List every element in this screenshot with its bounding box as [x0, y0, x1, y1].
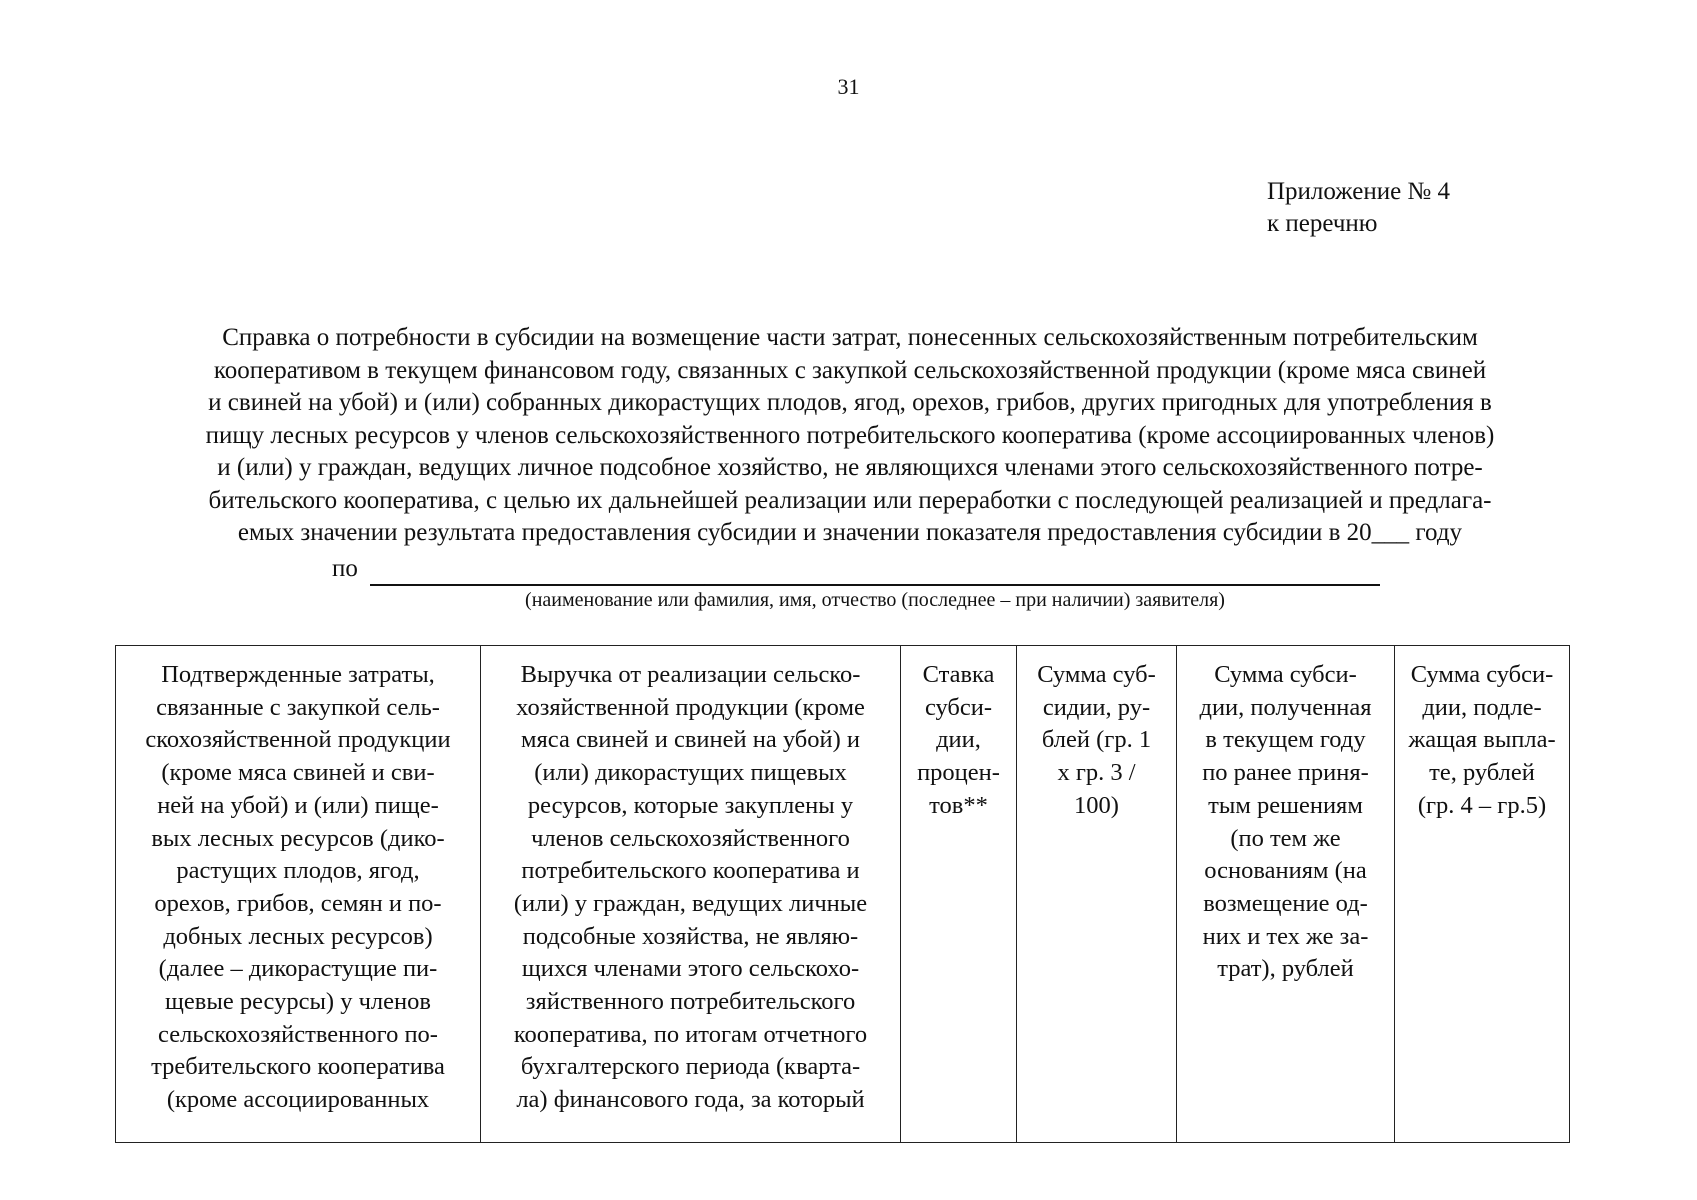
- heading-line: бительского кооператива, с целью их дальнейшей реализации или переработки с последующей реализацией и предлага-: [208, 486, 1492, 514]
- header-line: в текущем году: [1205, 726, 1366, 754]
- header-line: трат), рублей: [1217, 955, 1354, 983]
- header-line: щевые ресурсы) у членов: [165, 988, 431, 1016]
- header-line: Сумма субси-: [1410, 661, 1554, 688]
- applicant-name-blank: [370, 584, 1380, 586]
- heading-line: емых значении результата предоставления субсидии и значении показателя предоставления субсидии в 20___ году: [237, 519, 1463, 546]
- header-line: сидии, ру-: [1042, 693, 1151, 721]
- column-header-subsidy-rate: [901, 646, 1017, 1143]
- header-line: подсобные хозяйства, не являю-: [522, 922, 859, 950]
- header-line: процен-: [917, 759, 1000, 787]
- header-line: требительского кооператива: [151, 1053, 445, 1081]
- header-line: растущих плодов, ягод,: [176, 857, 420, 885]
- column-header-subsidy-received: [1177, 646, 1395, 1143]
- page-number: 31: [837, 74, 860, 99]
- header-line: блей (гр. 1: [1041, 726, 1152, 754]
- header-line: тов**: [929, 791, 988, 819]
- column-header-confirmed-costs: [116, 646, 481, 1143]
- header-line: кооператива, по итогам отчетного: [513, 1020, 868, 1048]
- header-line: ла) финансового года, за который: [516, 1086, 865, 1114]
- header-line: (кроме ассоциированных: [166, 1086, 430, 1114]
- header-line: (по тем же: [1230, 824, 1341, 852]
- header-line: связанные с закупкой сель-: [156, 693, 440, 721]
- header-line: зяйственного потребительского: [525, 988, 856, 1016]
- header-line: вых лесных ресурсов (дико-: [151, 824, 445, 852]
- header-line: щихся членами этого сельскохо-: [521, 955, 860, 983]
- table-header-row: [116, 646, 1570, 1143]
- header-line: (далее – дикорастущие пи-: [158, 955, 438, 983]
- header-line: основаниям (на: [1204, 857, 1367, 885]
- header-line: Сумма суб-: [1037, 661, 1156, 688]
- header-line: орехов, грибов, семян и по-: [154, 889, 442, 917]
- header-line: (или) дикорастущих пищевых: [534, 759, 847, 787]
- appendix-label: [1267, 176, 1450, 240]
- header-line: хозяйственной продукции (кроме: [516, 693, 865, 721]
- header-line: ресурсов, которые закуплены у: [527, 791, 854, 819]
- header-line: дии, полученная: [1199, 693, 1372, 721]
- header-line: возмещение од-: [1203, 889, 1368, 917]
- header-line: (или) у граждан, ведущих личные: [513, 889, 868, 917]
- header-line: жащая выпла-: [1408, 726, 1556, 754]
- heading-line: Справка о потребности в субсидии на возмещение части затрат, понесенных сельскохозяйственным потребительским: [222, 324, 1478, 351]
- column-header-subsidy-payable: [1395, 646, 1570, 1143]
- header-line: скохозяйственной продукции: [145, 726, 451, 754]
- appendix-subtitle: к перечню: [1267, 210, 1378, 237]
- subsidy-table: [115, 645, 1570, 1143]
- header-line: дии,: [936, 726, 981, 754]
- column-header-sales-revenue: [481, 646, 901, 1143]
- document-heading: [110, 322, 1590, 550]
- column-header-subsidy-amount: [1017, 646, 1177, 1143]
- heading-line: пищу лесных ресурсов у членов сельскохозяйственного потребительского кооператива (кроме ассоциированных членов): [205, 421, 1495, 449]
- appendix-title: Приложение № 4: [1267, 178, 1451, 205]
- header-line: ней на убой) и (или) пище-: [157, 791, 439, 819]
- header-line: (кроме мяса свиней и сви-: [161, 759, 435, 787]
- header-line: сельскохозяйственного по-: [158, 1020, 438, 1048]
- header-line: 100): [1074, 791, 1119, 819]
- header-line: Ставка: [922, 661, 995, 688]
- header-line: субси-: [924, 693, 993, 721]
- applicant-name-caption: (наименование или фамилия, имя, отчество (последнее – при наличии) заявителя): [525, 589, 1225, 611]
- header-line: Подтвержденные затраты,: [161, 661, 435, 688]
- applicant-by-label: по: [332, 555, 358, 582]
- header-line: членов сельскохозяйственного: [531, 824, 850, 852]
- heading-line: кооперативом в текущем финансовом году, связанных с закупкой сельскохозяйственной продукции (кроме мяса свиней: [213, 356, 1487, 384]
- header-line: них и тех же за-: [1202, 922, 1369, 950]
- header-line: бухгалтерского периода (кварта-: [520, 1053, 861, 1081]
- header-line: потребительского кооператива и: [521, 857, 860, 885]
- header-line: (гр. 4 – гр.5): [1417, 791, 1547, 819]
- header-line: тым решениям: [1208, 791, 1363, 819]
- header-line: те, рублей: [1429, 759, 1535, 787]
- header-line: мяса свиней и свиней на убой) и: [521, 726, 860, 754]
- header-line: Выручка от реализации сельско-: [520, 661, 861, 688]
- header-line: х гр. 3 /: [1057, 759, 1136, 787]
- header-line: дии, подле-: [1422, 693, 1542, 721]
- heading-line: и свиней на убой) и (или) собранных дикорастущих плодов, ягод, орехов, грибов, других пригодных для употребления в: [208, 389, 1492, 416]
- header-line: Сумма субси-: [1214, 661, 1357, 688]
- header-line: добных лесных ресурсов): [163, 922, 433, 950]
- heading-line: и (или) у граждан, ведущих личное подсобное хозяйство, не являющихся членами этого сельскохозяйственного потре-: [217, 454, 1483, 481]
- header-line: по ранее приня-: [1202, 759, 1369, 787]
